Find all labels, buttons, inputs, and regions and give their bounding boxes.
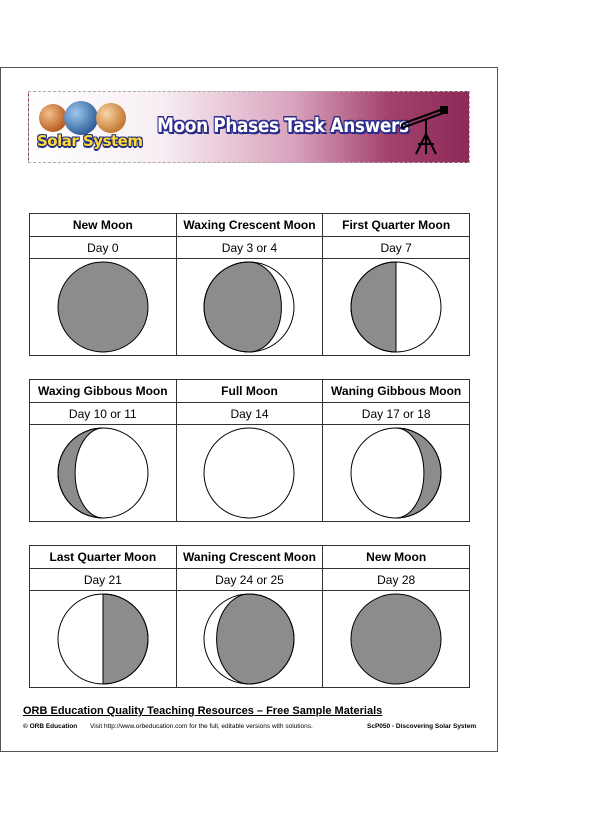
phase-image-cell — [323, 591, 470, 688]
phase-row-1 — [29, 213, 470, 356]
phase-image-cell — [176, 259, 323, 356]
phase-day: Day 14 — [176, 403, 323, 425]
phase-image-cell — [30, 591, 177, 688]
phase-name: First Quarter Moon — [323, 214, 470, 237]
phase-day: Day 24 or 25 — [176, 569, 323, 591]
new-moon-icon — [55, 259, 151, 355]
phase-row-2 — [29, 379, 470, 522]
phase-name: New Moon — [30, 214, 177, 237]
phase-day: Day 10 or 11 — [30, 403, 177, 425]
waxing-crescent-moon-icon — [201, 259, 297, 355]
waxing-gibbous-moon-icon — [55, 425, 151, 521]
phase-name: Waxing Gibbous Moon — [30, 380, 177, 403]
phase-day: Day 21 — [30, 569, 177, 591]
phase-image-cell — [30, 259, 177, 356]
footer-code: ScP050 - Discovering Solar System — [367, 723, 477, 730]
phase-name: Waning Gibbous Moon — [323, 380, 470, 403]
last-quarter-moon-icon — [55, 591, 151, 687]
phase-name: Last Quarter Moon — [30, 546, 177, 569]
phase-day: Day 3 or 4 — [176, 237, 323, 259]
telescope-icon — [396, 100, 456, 158]
phase-day: Day 17 or 18 — [323, 403, 470, 425]
phase-day: Day 7 — [323, 237, 470, 259]
phase-day: Day 28 — [323, 569, 470, 591]
footer-title: ORB Education Quality Teaching Resources – Free Sample Materials — [23, 705, 383, 717]
phase-row-3 — [29, 545, 470, 688]
first-quarter-moon-icon — [348, 259, 444, 355]
waning-crescent-moon-icon — [201, 591, 297, 687]
phase-name: Waning Crescent Moon — [176, 546, 323, 569]
page-title: Moon Phases Task Answers — [157, 114, 409, 138]
phase-name: Full Moon — [176, 380, 323, 403]
footer-visit-text: Visit http://www.orbeducation.com for the full, editable versions with solutions. — [90, 723, 313, 730]
phase-image-cell — [176, 591, 323, 688]
phase-day: Day 0 — [30, 237, 177, 259]
phase-name: New Moon — [323, 546, 470, 569]
waning-gibbous-moon-icon — [348, 425, 444, 521]
phase-image-cell — [323, 425, 470, 522]
footer-copyright: © ORB Education — [23, 723, 78, 730]
phase-image-cell — [30, 425, 177, 522]
new-moon-icon — [348, 591, 444, 687]
phase-image-cell — [323, 259, 470, 356]
header-banner — [28, 91, 470, 163]
logo-text: Solar System — [37, 132, 143, 150]
full-moon-icon — [201, 425, 297, 521]
worksheet-page — [0, 67, 498, 752]
phase-image-cell — [176, 425, 323, 522]
phase-name: Waxing Crescent Moon — [176, 214, 323, 237]
